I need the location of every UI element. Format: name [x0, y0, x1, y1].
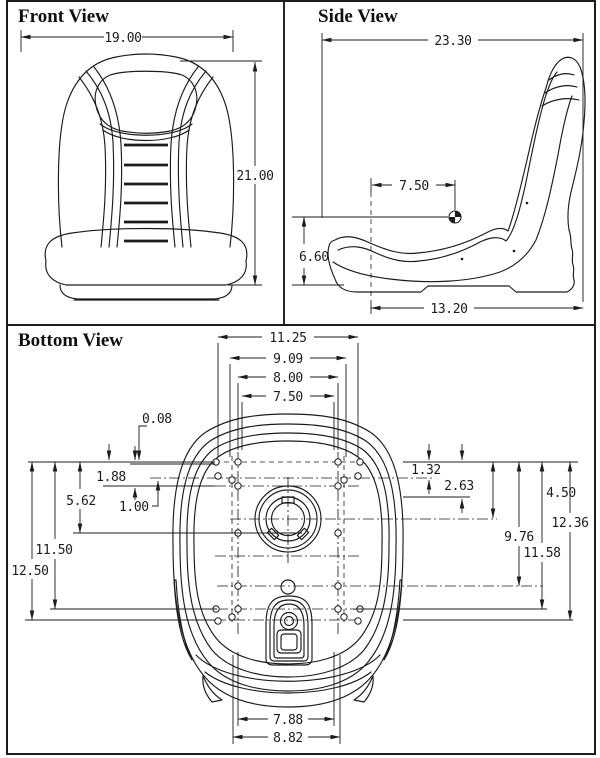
dim-side-overall-depth: 23.30 — [434, 34, 472, 49]
side-seat-art — [328, 57, 585, 292]
dim-bottom-right-5: 12.36 — [551, 516, 589, 531]
bottom-view-panel — [11, 330, 588, 746]
dim-bottom-left-0: 0.08 — [142, 412, 172, 427]
dim-bottom-right-1: 2.63 — [444, 479, 474, 494]
dim-bottom-left-5: 12.50 — [11, 564, 49, 579]
dim-bottom-bottom-0: 7.88 — [273, 713, 303, 728]
dim-bottom-left-2: 5.62 — [66, 494, 96, 509]
dim-bottom-right-2: 4.50 — [546, 486, 576, 501]
dim-bottom-left-3: 1.00 — [119, 500, 149, 515]
front-view-title: Front View — [18, 6, 109, 27]
bottom-bottom-chain — [233, 652, 340, 746]
front-dim-height — [180, 61, 274, 285]
dim-bottom-width-3: 7.50 — [273, 390, 303, 405]
side-dim-cg-height — [292, 217, 448, 285]
dim-side-base-length: 13.20 — [430, 302, 468, 317]
front-view-panel — [18, 6, 274, 300]
dim-bottom-width-0: 11.25 — [269, 331, 307, 346]
side-dim-cg-setback — [371, 178, 455, 302]
dim-bottom-right-0: 1.32 — [411, 463, 441, 478]
bottom-view-title: Bottom View — [18, 330, 124, 351]
front-dim-width — [21, 30, 233, 52]
bottom-center-hole — [281, 580, 295, 594]
dim-bottom-left-1: 1.88 — [96, 470, 126, 485]
side-view-panel — [292, 6, 585, 317]
backrest-ribs — [124, 145, 168, 241]
side-dim-overall-depth — [322, 33, 583, 302]
dim-side-cg-setback: 7.50 — [399, 179, 429, 194]
front-seat-art — [45, 54, 247, 300]
side-dim-base-length — [371, 302, 583, 317]
dim-bottom-left-4: 11.50 — [35, 543, 73, 558]
dim-bottom-width-2: 8.00 — [273, 371, 303, 386]
side-view-title: Side View — [318, 6, 398, 27]
dim-side-cg-height: 6.60 — [299, 250, 329, 265]
bottom-right-chain — [353, 444, 589, 620]
dim-front-overall-width: 19.00 — [104, 31, 142, 46]
dim-bottom-right-3: 9.76 — [504, 530, 534, 545]
dim-bottom-right-4: 11.58 — [523, 546, 561, 561]
dim-bottom-bottom-1: 8.82 — [273, 731, 303, 746]
dim-front-overall-height: 21.00 — [236, 169, 274, 184]
dim-bottom-width-1: 9.09 — [273, 352, 303, 367]
side-cg-marker — [449, 211, 461, 223]
bottom-latch — [266, 596, 312, 665]
